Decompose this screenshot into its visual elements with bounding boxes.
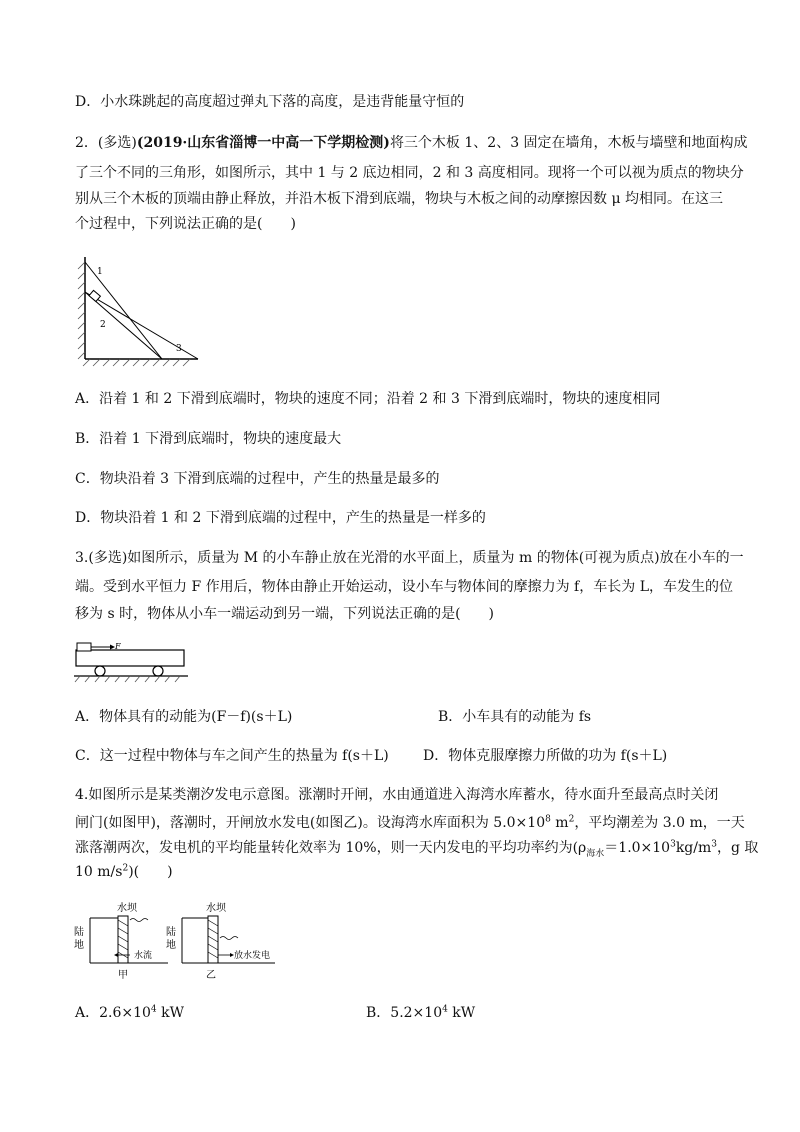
ground-hatching [83,359,190,366]
q3-stem-line2: 端。受到水平恒力 F 作用后，物体由静止开始运动，设小车与物体间的摩擦力为 f，车长为 L，车发生的位 [75,579,733,595]
q4-option-a [75,1003,184,1023]
force-label-f: F [115,642,121,651]
flow-label: 水流 [134,951,153,961]
q3-option-c: C．这一过程中物体与车之间产生的热量为 f(s＋L) [75,748,389,764]
board-label-1: 1 [97,267,103,277]
board-label-3: 3 [176,344,182,354]
caption-yi: 乙 [206,970,216,981]
q2-stem-rest: 将三个木板 1、2、3 固定在墙角，木板与墙壁和地面构成 [389,135,748,151]
q4-area-unit-exponent: 2 [568,814,575,825]
q2-stem-line3: 别从三个木板的顶端由静止释放，并沿木板下滑到底端，物块与木板之间的动摩擦因数 μ 均相同。在这三 [75,191,723,207]
q1-option-d: D．小水珠跳起的高度超过弹丸下落的高度，是违背能量守恒的 [75,94,465,110]
dam-label-right: 水坝 [206,903,226,914]
board-2 [85,292,162,359]
q2-inclined-planes-figure [70,252,205,367]
q4-option-a-value: A．2.6×10 [75,1005,151,1021]
q3-cart-figure [72,638,192,688]
q2-source: (2019·山东省淄博一中高一下学期检测) [136,135,390,151]
wheel-left [95,666,105,676]
q3-stem-line3: 移为 s 时，物体从小车一端运动到另一端，下列说法正确的是( ) [75,606,495,622]
wave-left [130,919,148,922]
land-label-right-1: 陆 [166,927,176,938]
q4-density-exponent: 3 [670,839,676,850]
small-block [77,643,91,651]
panel-yi [166,901,275,981]
q4-stem-line1: 4.如图所示是某类潮汐发电示意图。涨潮时开闸，水由通道进入海湾水库蓄水，待水面升至最高点时关闭 [75,787,719,803]
land-label-left-2: 地 [74,940,84,951]
wheel-right [153,666,163,676]
q4-density-unit-exponent: 3 [711,839,717,850]
cart-body [76,650,184,666]
q4-g-value: 10 m/s [75,864,123,880]
q4-option-a-exponent: 4 [150,1004,157,1015]
board-label-2: 2 [100,320,106,330]
q4-tide-text: ，平均潮差为 3.0 m，一天 [574,815,745,831]
q4-stem-line2 [75,813,745,833]
q4-option-b-exponent: 4 [442,1004,448,1015]
q3-stem-line1: 3.(多选)如图所示，质量为 M 的小车静止放在光滑的水平面上，质量为 m 的物体(可视为质点)放在小车的一 [75,550,744,566]
q4-g-exponent: 2 [122,863,129,874]
q2-stem-line2: 了三个不同的三角形，如图所示，其中 1 与 2 底边相同，2 和 3 高度相同。现将一个可以视为质点的物块分 [75,165,744,181]
q4-area-unit: m [550,815,569,831]
q4-answer-blank: )( ) [128,864,173,880]
q2-option-b: B．沿着 1 下滑到底端时，物块的速度最大 [75,431,342,447]
q4-stem-line3 [75,838,758,858]
wall-hatching [78,262,85,359]
q3-option-b: B．小车具有的动能为 fs [438,709,592,725]
q3-option-a: A．物体具有的动能为(F－f)(s＋L) [75,709,293,725]
q2-stem-line4: 个过程中，下列说法正确的是( ) [75,216,296,232]
q4-option-b-unit: kW [447,1005,476,1021]
q4-density-text: ＝1.0×10 [604,840,671,856]
q4-efficiency-text: 涨落潮两次，发电机的平均能量转化效率为 10%，则一天内发电的平均功率约为(ρ [75,840,587,856]
q2-option-a: A．沿着 1 和 2 下滑到底端时，物块的速度不同；沿着 2 和 3 下滑到底端时，物块的速度相同 [75,391,661,407]
q4-option-b-value: B．5.2×10 [366,1005,443,1021]
land-label-left-1: 陆 [74,927,84,938]
q4-option-a-unit: kW [156,1005,184,1021]
q4-area-text: 闸门(如图甲)，落潮时，开闸放水发电(如图乙)。设海湾水库面积为 5.0×10 [75,815,546,831]
q4-option-b [366,1003,475,1023]
land-label-right-2: 地 [166,940,176,951]
panel-jia [74,901,168,981]
q2-stem-line1 [75,133,748,153]
q2-option-d: D．物块沿着 1 和 2 下滑到底端的过程中，产生的热量是一样多的 [75,510,486,526]
q4-g-text: ，g 取 [717,840,759,856]
q2-prefix: 2．(多选) [75,135,137,151]
caption-jia: 甲 [118,970,128,981]
q2-option-c: C．物块沿着 3 下滑到底端的过程中，产生的热量是最多的 [75,471,440,487]
q4-area-exponent: 8 [545,814,551,825]
q3-option-d: D．物体克服摩擦力所做的功为 f(s＋L) [423,748,668,764]
q4-stem-line4 [75,862,173,882]
ground-hatching [75,676,180,682]
wave-right [220,937,238,940]
q4-rho-subscript: 海水 [586,848,605,859]
dam-label-left: 水坝 [117,903,137,914]
q4-density-unit: kg/m [675,840,712,856]
discharge-label: 放水发电 [234,951,271,961]
q4-tidal-power-figure [70,898,290,988]
